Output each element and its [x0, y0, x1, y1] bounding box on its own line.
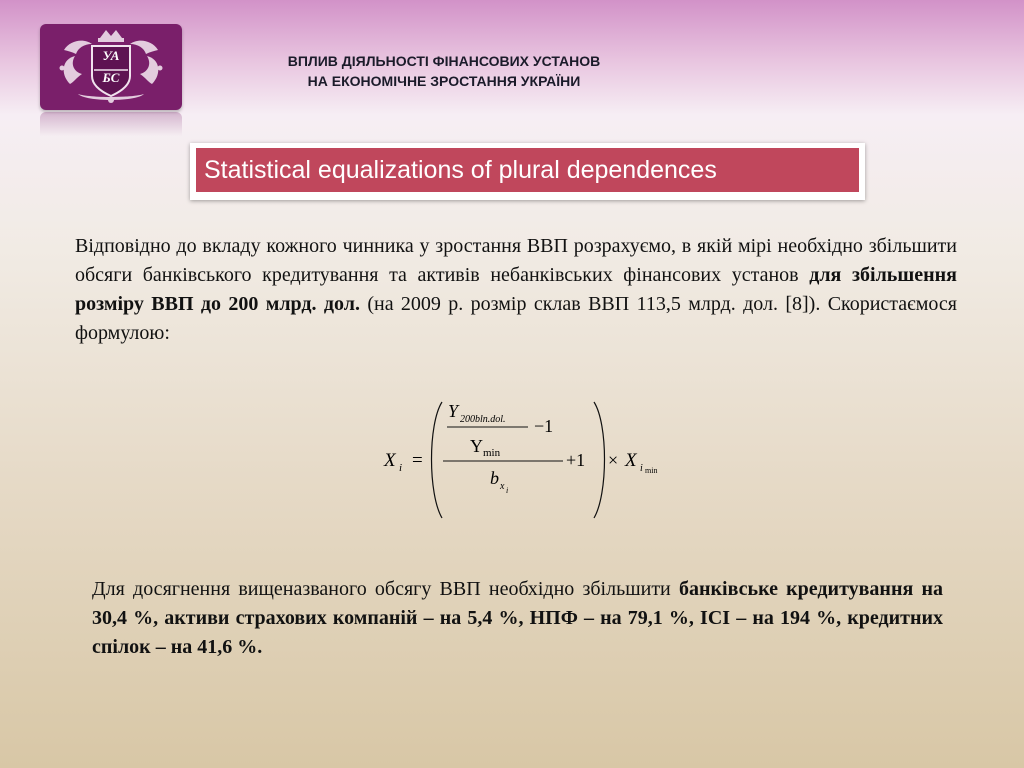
formula-rhs-sub: i [640, 463, 643, 474]
intro-text-part2: (на 2009 р. розмір склав ВВП 113,5 млрд. дол. [8]). Скористаємося формулою: [75, 293, 957, 344]
conclusion-text-bold: банківське кредитування на 30,4 %, активи страхових компаній – на 5,4 %, НПФ – на 79,1 %, ІСІ – на 194 %, кредитних спілок – на 41,6 %. [92, 578, 944, 658]
page-title-line1: ВПЛИВ ДІЯЛЬНОСТІ ФІНАНСОВИХ УСТАНОВ [287, 53, 601, 69]
intro-text-part1: Відповідно до вкладу кожного чинника у зростання ВВП розрахуємо, в якій мірі необхідно збільшити обсяги банківського кредитування та активів небанківських фінансових установ [75, 235, 957, 286]
formula-b-subsub: i [506, 486, 509, 495]
section-banner [190, 143, 865, 200]
intro-paragraph [75, 232, 957, 348]
formula-left-paren [432, 402, 443, 518]
formula-lhs-sub: i [399, 462, 403, 474]
formula [380, 394, 680, 524]
formula-lhs: X [384, 450, 396, 471]
formula-plus-one: +1 [566, 450, 586, 470]
organization-logo [40, 24, 182, 110]
formula-times: × [608, 450, 619, 470]
formula-right-paren [594, 402, 605, 518]
page-title [214, 51, 674, 91]
formula-y-top-sub: 200bln.dol. [460, 414, 506, 425]
formula-y-min: Y [470, 436, 483, 456]
intro-text-bold: для збільшення розміру ВВП до 200 млрд. дол. [75, 264, 957, 315]
section-banner-label: Statistical equalizations of plural dependences [196, 148, 859, 192]
formula-rhs-subsub: min [645, 466, 658, 475]
formula-y-top: Y [448, 401, 459, 421]
formula-b: b [490, 468, 499, 488]
conclusion-paragraph [92, 575, 943, 662]
formula-equals: = [412, 450, 423, 471]
conclusion-text-part1: Для досягнення вищеназваного обсягу ВВП необхідно збільшити [92, 578, 679, 600]
formula-b-sub: x [500, 481, 505, 492]
formula-y-min-sub: min [483, 447, 501, 459]
logo-text-bottom: БС [102, 70, 120, 85]
bank-association-crest-icon [40, 24, 182, 110]
page-title-line2: НА ЕКОНОМІЧНЕ ЗРОСТАННЯ УКРАЇНИ [307, 73, 581, 89]
formula-minus-one: −1 [534, 416, 554, 436]
logo-text-top: УА [102, 48, 120, 63]
logo-reflection [40, 112, 182, 136]
formula-graphic [380, 394, 680, 524]
formula-rhs: X [625, 450, 637, 471]
